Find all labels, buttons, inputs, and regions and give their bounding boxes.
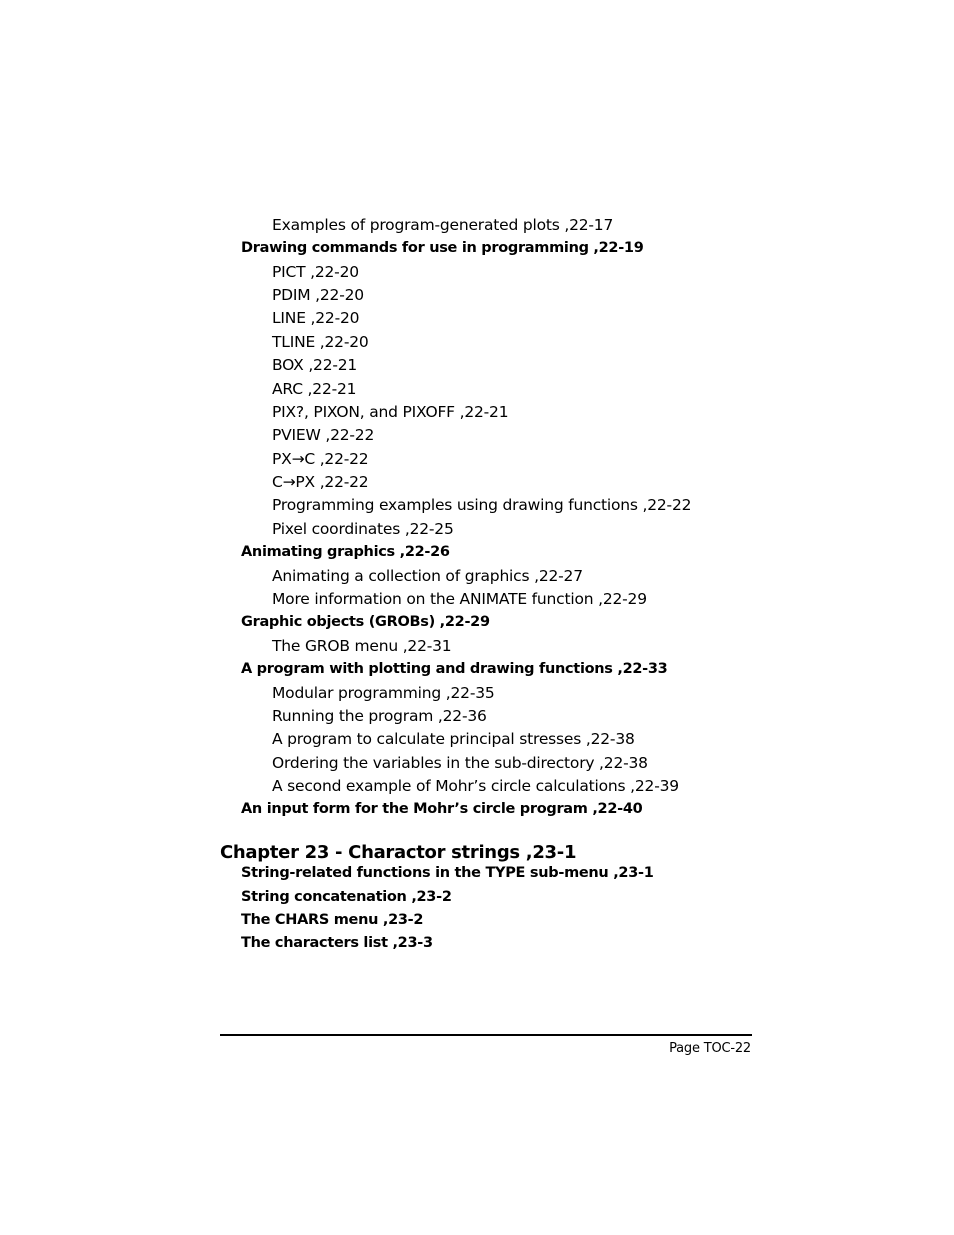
toc-entry: PIX?, PIXON, and PIXOFF ,22-21 xyxy=(272,403,509,421)
toc-entry: LINE ,22-20 xyxy=(272,309,360,327)
toc-entry: Running the program ,22-36 xyxy=(272,707,487,725)
toc-entry: Ordering the variables in the sub-directory ,22-38 xyxy=(272,754,648,772)
toc-entry: ARC ,22-21 xyxy=(272,380,357,398)
toc-entry: Modular programming ,22-35 xyxy=(272,684,495,702)
toc-entry: C→PX ,22-22 xyxy=(272,473,369,491)
toc-entry: Animating a collection of graphics ,22-27 xyxy=(272,567,583,585)
toc-entry: Pixel coordinates ,22-25 xyxy=(272,520,454,538)
toc-section-heading: Animating graphics ,22-26 xyxy=(241,544,450,560)
toc-entry: A second example of Mohr’s circle calculations ,22-39 xyxy=(272,777,679,795)
footer-rule xyxy=(220,1034,752,1036)
toc-entry: More information on the ANIMATE function ,22-29 xyxy=(272,590,647,608)
toc-entry: Examples of program-generated plots ,22-17 xyxy=(272,216,614,234)
toc-entry: BOX ,22-21 xyxy=(272,356,358,374)
toc-chapter-heading: Chapter 23 - Charactor strings ,23-1 xyxy=(220,842,577,863)
page-number: Page TOC-22 xyxy=(669,1041,751,1056)
toc-section-heading: String-related functions in the TYPE sub-menu ,23-1 xyxy=(241,865,654,881)
toc-entry: PVIEW ,22-22 xyxy=(272,426,375,444)
toc-entry: The GROB menu ,22-31 xyxy=(272,637,452,655)
toc-section-heading: Drawing commands for use in programming ,22-19 xyxy=(241,240,644,256)
toc-section-heading: Graphic objects (GROBs) ,22-29 xyxy=(241,614,490,630)
toc-section-heading: An input form for the Mohr’s circle program ,22-40 xyxy=(241,801,643,817)
toc-entry: PX→C ,22-22 xyxy=(272,450,369,468)
toc-section-heading: A program with plotting and drawing functions ,22-33 xyxy=(241,661,668,677)
toc-entry: TLINE ,22-20 xyxy=(272,333,369,351)
toc-entry: PICT ,22-20 xyxy=(272,263,359,281)
toc-entry: Programming examples using drawing functions ,22-22 xyxy=(272,496,692,514)
toc-section-heading: The characters list ,23-3 xyxy=(241,935,433,951)
toc-entry: A program to calculate principal stresses ,22-38 xyxy=(272,730,635,748)
toc-section-heading: The CHARS menu ,23-2 xyxy=(241,912,424,928)
toc-entry: PDIM ,22-20 xyxy=(272,286,364,304)
toc-section-heading: String concatenation ,23-2 xyxy=(241,889,452,905)
